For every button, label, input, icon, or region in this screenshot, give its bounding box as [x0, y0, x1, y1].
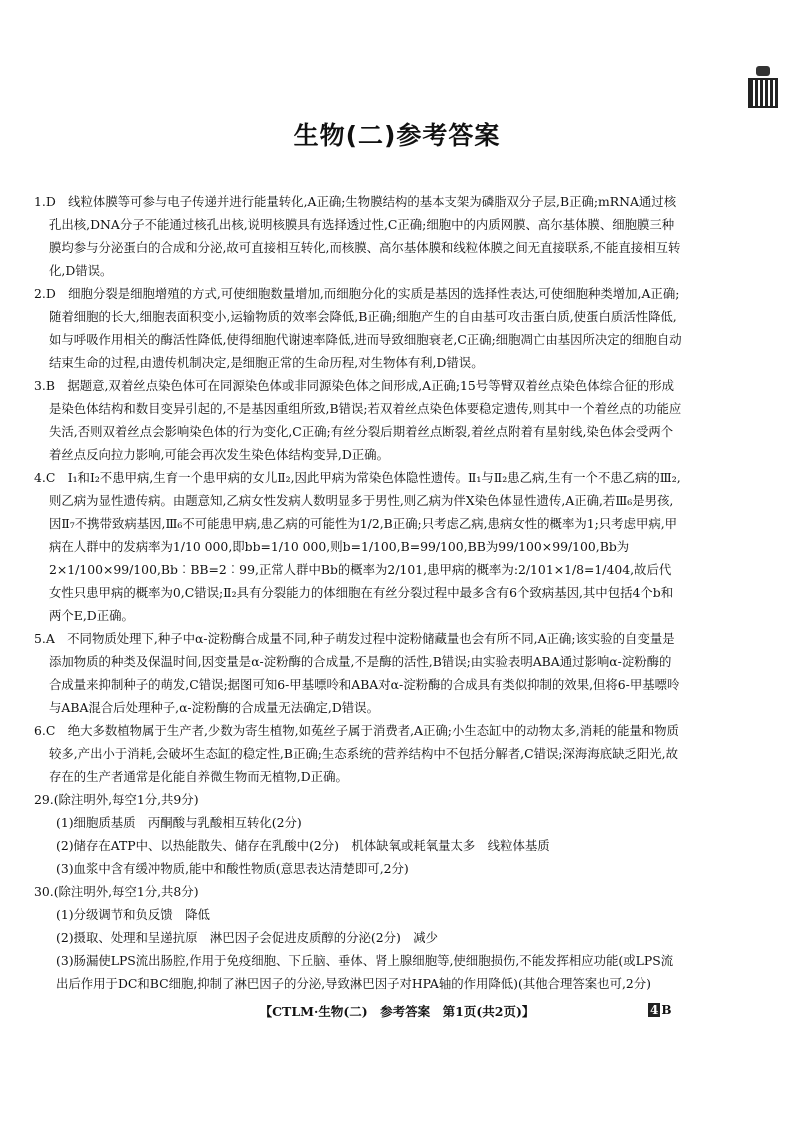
answer-4: 4.C Ⅰ₁和Ⅰ₂不患甲病,生育一个患甲病的女儿Ⅱ₂,因此甲病为常染色体隐性遗传。Ⅱ₁与Ⅱ₂患乙病,生有一个不患乙病的Ⅲ₂,则乙病为显性遗传病。由题意知,乙病女性发病人数明显多于男性,则乙病为伴X染色体显性遗传,A正确,若Ⅲ₆是男孩,因Ⅱ₇不携带致病基因,Ⅲ₆不可能患甲病,患乙病的可能性为1/2,B正确;只考虑乙病,患病女性的概率为1;只考虑甲病,甲病在人群中的发病率为1/10 000,即bb=1/10 000,则b=1/100,B=99/100,BB为99/100×99/100,Bb为2×1/100×99/100,Bb︰BB=2︰99,正常人群中Bb的概率为2/101,患甲病的概率为:2/101×1/8=1/404,故后代女性只患甲病的概率为0,C错误;Ⅱ₂具有分裂能力的体细胞在有丝分裂过程中最多含有6个致病基因,其中包括4个b和两个E,D正确。 [34, 470, 681, 623]
answer-1: 1.D 线粒体膜等可参与电子传递并进行能量转化,A正确;生物膜结构的基本支架为磷脂双分子层,B正确;mRNA通过核孔出核,DNA分子不能通过核孔出核,说明核膜具有选择透过性,C正确;细胞中的内质网膜、高尔基体膜、细胞膜三种膜均参与分泌蛋白的合成和分泌,故可直接相互转化,而核膜、高尔基体膜和线粒体膜之间无直接联系,不能直接相互转化,D错误。 [34, 194, 681, 278]
q30-header: 30.(除注明外,每空1分,共8分) [34, 884, 199, 899]
answer-2: 2.D 细胞分裂是细胞增殖的方式,可使细胞数量增加,而细胞分化的实质是基因的选择性表达,可使细胞种类增加,A正确;随着细胞的长大,细胞表面积变小,运输物质的效率会降低,B正确;细胞产生的自由基可攻击蛋白质,使蛋白质活性降低,如与呼吸作用相关的酶活性降低,使得细胞代谢速率降低,进而导致细胞衰老,C正确;细胞凋亡由基因所决定的细胞自动结束生命的过程,由遗传机制决定,是细胞正常的生命历程,对生物体有利,D错误。 [34, 286, 682, 370]
q29-header: 29.(除注明外,每空1分,共9分) [34, 792, 199, 807]
q29-line: (1)细胞质基质 丙酮酸与乳酸相互转化(2分) [56, 815, 302, 830]
q30-line: (3)肠漏使LPS流出肠腔,作用于免疫细胞、下丘脑、垂体、肾上腺细胞等,使细胞损伤,不能发挥相应功能(或LPS流出后作用于DC和BC细胞,抑制了淋巴因子的分泌,导致淋巴因子对HPA轴的作用降低)(其他合理答案也可,2分) [56, 953, 674, 991]
qr-code-block [748, 14, 778, 100]
q30-line: (1)分级调节和负反馈 降低 [56, 907, 210, 922]
answer-3: 3.B 据题意,双着丝点染色体可在同源染色体或非同源染色体之间形成,A正确;15号等臂双着丝点染色体综合征的形成是染色体结构和数目变异引起的,不是基因重组所致,B错误;若双着丝点染色体要稳定遗传,则其中一个着丝点的功能应失活,否则双着丝点会影响染色体的行为变化,C正确;有丝分裂后期着丝点断裂,着丝点附着有星射线,染色体会受两个着丝点反向拉力影响,可能会再次发生染色体结构变异,D正确。 [34, 378, 682, 462]
badge-letter: B [661, 1003, 672, 1017]
q30-line: (2)摄取、处理和呈递抗原 淋巴因子会促进皮质醇的分泌(2分) 减少 [56, 930, 439, 945]
qr-code-icon [750, 80, 776, 106]
page-title: 生物(二)参考答案 [293, 121, 501, 150]
app-logo-icon [756, 66, 770, 76]
answer-5: 5.A 不同物质处理下,种子中α-淀粉酶合成量不同,种子萌发过程中淀粉储藏量也会有所不同,A正确;该实验的自变量是添加物质的种类及保温时间,因变量是α-淀粉酶的合成量,不是酶的活性,B错误;由实验表明ABA通过影响α-淀粉酶的合成量来抑制种子的萌发,C错误;据图可知6-甲基嘌呤和ABA对α-淀粉酶的合成具有类似抑制的效果,但将6-甲基嘌呤与ABA混合后处理种子,α-淀粉酶的合成量无法确定,D错误。 [34, 631, 680, 715]
page-badge [648, 1003, 672, 1017]
q29-line: (3)血浆中含有缓冲物质,能中和酸性物质(意思表达清楚即可,2分) [56, 861, 409, 876]
qr-side-strip [756, 14, 770, 62]
badge-mark: 4 [650, 1003, 659, 1017]
answer-content [34, 190, 682, 995]
answer-6: 6.C 绝大多数植物属于生产者,少数为寄生植物,如菟丝子属于消费者,A正确;小生态缸中的动物太多,消耗的能量和物质较多,产出小于消耗,会破坏生态缸的稳定性,B正确;生态系统的营养结构中不包括分解者,C错误;深海海底缺乏阳光,故存在的生产者通常是化能自养微生物而无植物,D正确。 [34, 723, 679, 784]
q29-line: (2)储存在ATP中、以热能散失、储存在乳酸中(2分) 机体缺氧或耗氧量太多 线粒体基质 [56, 838, 550, 853]
page-footer: 【CTLM·生物(二) 参考答案 第1页(共2页)】 [259, 1004, 535, 1019]
